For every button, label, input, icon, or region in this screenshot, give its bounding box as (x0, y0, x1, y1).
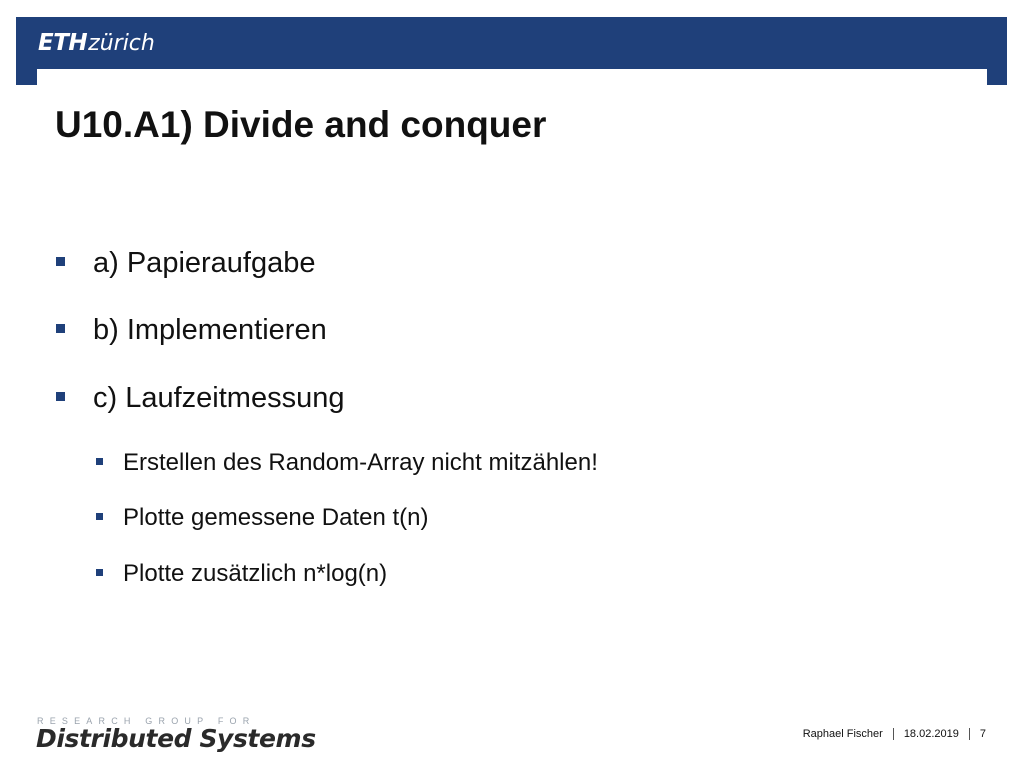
page-number: 7 (979, 728, 986, 740)
bullet-square-icon (56, 257, 65, 266)
bullet-square-icon (56, 324, 65, 333)
bullet-square-icon (96, 569, 103, 576)
sub-bullet-text: Plotte gemessene Daten t(n) (123, 504, 429, 531)
bullet-text: b) Implementieren (93, 314, 327, 346)
header-bar-tab-right (987, 69, 1007, 85)
footer-separator (893, 728, 894, 740)
research-group-name: Distributed Systems (36, 724, 316, 753)
footer-separator (969, 728, 970, 740)
bullet-square-icon (96, 458, 103, 465)
sub-bullet-text: Plotte zusätzlich n*log(n) (123, 560, 388, 587)
logo-zurich: zürich (88, 31, 155, 56)
logo-eth: ETH (38, 30, 88, 56)
bullet-square-icon (96, 513, 103, 520)
bullet-text: a) Papieraufgabe (93, 247, 316, 279)
footer-author: Raphael Fischer (802, 728, 883, 740)
footer-date: 18.02.2019 (903, 728, 959, 740)
footer-meta (803, 727, 986, 741)
slide-title: U10.A1) Divide and conquer (55, 104, 547, 145)
bullet-square-icon (56, 392, 65, 401)
header-bar-tab-left (16, 69, 37, 85)
sub-bullet-text: Erstellen des Random-Array nicht mitzählen! (123, 449, 598, 476)
eth-zurich-logo (38, 28, 155, 58)
research-group-label: RESEARCH GROUP FOR (37, 716, 256, 726)
header-bar (16, 17, 1007, 69)
bullet-text: c) Laufzeitmessung (93, 382, 345, 414)
